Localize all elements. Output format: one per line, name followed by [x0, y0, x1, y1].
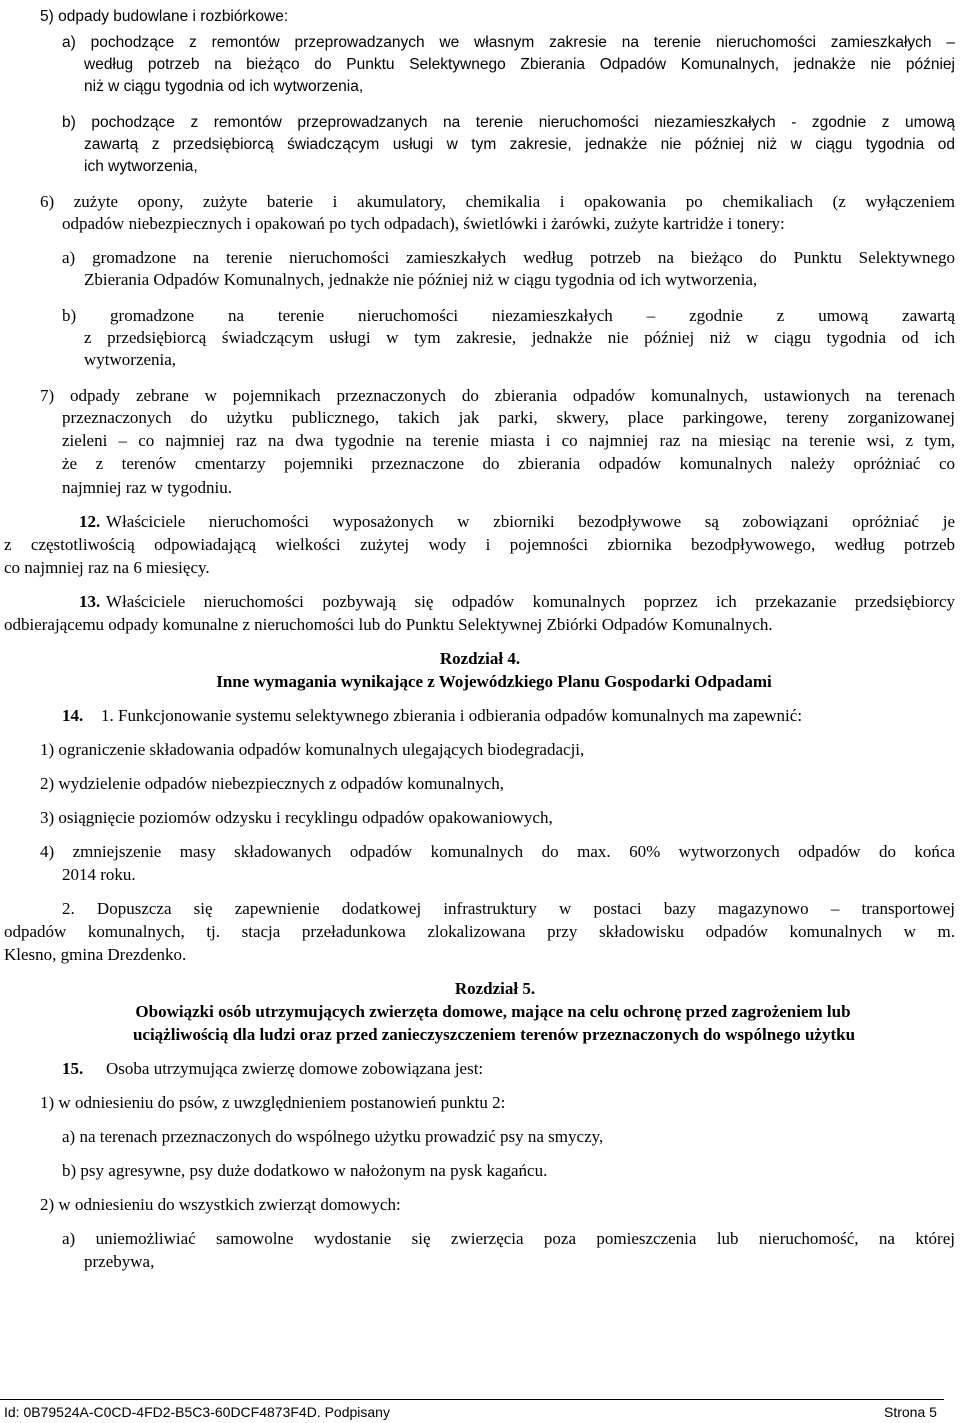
text-line: a) pochodzące z remontów przeprowadzanych we własnym zakresie na terenie nieruchomości zamieszkałych – — [62, 34, 955, 51]
text-line: a) gromadzone na terenie nieruchomości zamieszkałych według potrzeb na bieżąco do Punktu Selektywnego — [62, 248, 955, 267]
text-line: z częstotliwością odpowiadającą wielkości zużytej wody i pojemności zbiornika bezodpływowego, według potrzeb — [4, 535, 955, 554]
text-line: 2) w odniesieniu do wszystkich zwierząt domowych: — [40, 1195, 401, 1214]
text-line: niż w ciągu tygodnia od ich wytworzenia, — [84, 78, 364, 95]
text-line: b) psy agresywne, psy duże dodatkowo w nałożonym na pysk kagańcu. — [62, 1161, 548, 1180]
text-line: b) gromadzone na terenie nieruchomości niezamieszkałych – zgodnie z umową zawartą — [62, 306, 955, 325]
text-line: co najmniej raz na 6 miesięcy. — [4, 558, 210, 577]
paragraph-number: 12. — [79, 512, 101, 531]
chapter-title: uciążliwością dla ludzi oraz przed zanieczyszczeniem terenów przeznaczonych do wspólnego użytku — [132, 1025, 856, 1044]
text-line: według potrzeb na bieżąco do Punktu Selektywnego Zbierania Odpadów Komunalnych, jednakże nie później — [84, 56, 955, 73]
chapter-number: Rozdział 5. — [454, 979, 536, 998]
text-line: Właściciele nieruchomości wyposażonych w zbiorniki bezodpływowe są zobowiązani opróżniać je — [106, 512, 955, 531]
text-line: z przedsiębiorcą świadczącym usługi w tym zakresie, jednakże nie później niż w ciągu tygodnia od ich — [84, 328, 955, 347]
paragraph-number: 14. — [62, 706, 84, 725]
text-line: Klesno, gmina Drezdenko. — [4, 945, 187, 964]
text-line: zieleni – co najmniej raz na dwa tygodnie na terenie miasta i co najmniej raz na miesiąc na terenie wsi, z tym, — [62, 431, 955, 450]
text-line: 1) w odniesieniu do psów, z uwzględnieniem postanowień punktu 2: — [40, 1093, 506, 1112]
text-line: przebywa, — [84, 1252, 155, 1271]
text-line: Zbierania Odpadów Komunalnych, jednakże nie później niż w ciągu tygodnia od ich wytworzenia, — [84, 270, 758, 289]
list-item-6: 6) zużyte opony, zużyte baterie i akumulatory, chemikalia i opakowania po chemikaliach (z wyłączeniem — [40, 192, 955, 211]
chapter-title: Inne wymagania wynikające z Wojewódzkiego Planu Gospodarki Odpadami — [216, 672, 772, 691]
text-line: 2014 roku. — [62, 865, 136, 884]
text-line: odpadów komunalnych, tj. stacja przeładunkowa zlokalizowana przy składowisku odpadów komunalnych w m. — [4, 922, 955, 941]
text-line: wytworzenia, — [84, 350, 177, 369]
text-line: 1. Funkcjonowanie systemu selektywnego zbierania i odbierania odpadów komunalnych ma zapewnić: — [101, 706, 803, 725]
footer-document-id: Id: 0B79524A-C0CD-4FD2-B5C3-60DCF4873F4D. Podpisany — [4, 1404, 390, 1420]
text-line: 4) zmniejszenie masy składowanych odpadów komunalnych do max. 60% wytworzonych odpadów do końca — [40, 842, 955, 861]
text-line: a) uniemożliwiać samowolne wydostanie się zwierzęcia poza pomieszczenia lub nieruchomość, na której — [62, 1229, 955, 1248]
text-line: odpadów niebezpiecznych i opakowań po tych odpadach), świetlówki i żarówki, zużyte kartridże i tonery: — [62, 214, 785, 233]
text-line: że z terenów cmentarzy pojemniki przeznaczone do zbierania odpadów komunalnych należy opróżniać co — [62, 454, 955, 473]
text-line: ich wytworzenia, — [84, 158, 198, 175]
chapter-title: Obowiązki osób utrzymujących zwierzęta domowe, mające na celu ochronę przed zagrożeniem lub — [135, 1002, 851, 1021]
text-line: przeznaczonych do użytku publicznego, takich jak parki, skwery, place parkingowe, tereny zorganizowanej — [62, 408, 955, 427]
list-item-7: 7) odpady zebrane w pojemnikach przeznaczonych do zbierania odpadów komunalnych, ustawionych na terenach — [40, 386, 955, 405]
text-line: zawartą z przedsiębiorcą świadczącym usługi w tym zakresie, jednakże nie później niż w ciągu tygodnia od — [84, 136, 955, 153]
footer-divider — [0, 1399, 944, 1400]
text-line: 1) ograniczenie składowania odpadów komunalnych ulegających biodegradacji, — [40, 740, 585, 759]
text-line: Osoba utrzymująca zwierzę domowe zobowiązana jest: — [106, 1059, 484, 1078]
paragraph-number: 15. — [62, 1059, 84, 1078]
text-line: 2) wydzielenie odpadów niebezpiecznych z odpadów komunalnych, — [40, 774, 505, 793]
text-line: najmniej raz w tygodniu. — [62, 478, 232, 497]
text-line: odbierającemu odpady komunalne z nieruchomości lub do Punktu Selektywnej Zbiórki Odpadów Komunalnych. — [4, 615, 773, 634]
footer-page-number: Strona 5 — [884, 1404, 937, 1420]
text-line: 2. Dopuszcza się zapewnienie dodatkowej infrastruktury w postaci bazy magazynowo – transportowej — [62, 899, 955, 918]
text-line: 3) osiągnięcie poziomów odzysku i recyklingu odpadów opakowaniowych, — [40, 808, 553, 827]
text-line: b) pochodzące z remontów przeprowadzanych na terenie nieruchomości niezamieszkałych - zgodnie z umową — [62, 114, 955, 131]
text-line: Właściciele nieruchomości pozbywają się odpadów komunalnych poprzez ich przekazanie przedsiębiorcy — [106, 592, 955, 611]
chapter-number: Rozdział 4. — [439, 649, 521, 668]
list-item-5: 5) odpady budowlane i rozbiórkowe: — [40, 8, 289, 25]
text-line: a) na terenach przeznaczonych do wspólnego użytku prowadzić psy na smyczy, — [62, 1127, 604, 1146]
paragraph-number: 13. — [79, 592, 101, 611]
